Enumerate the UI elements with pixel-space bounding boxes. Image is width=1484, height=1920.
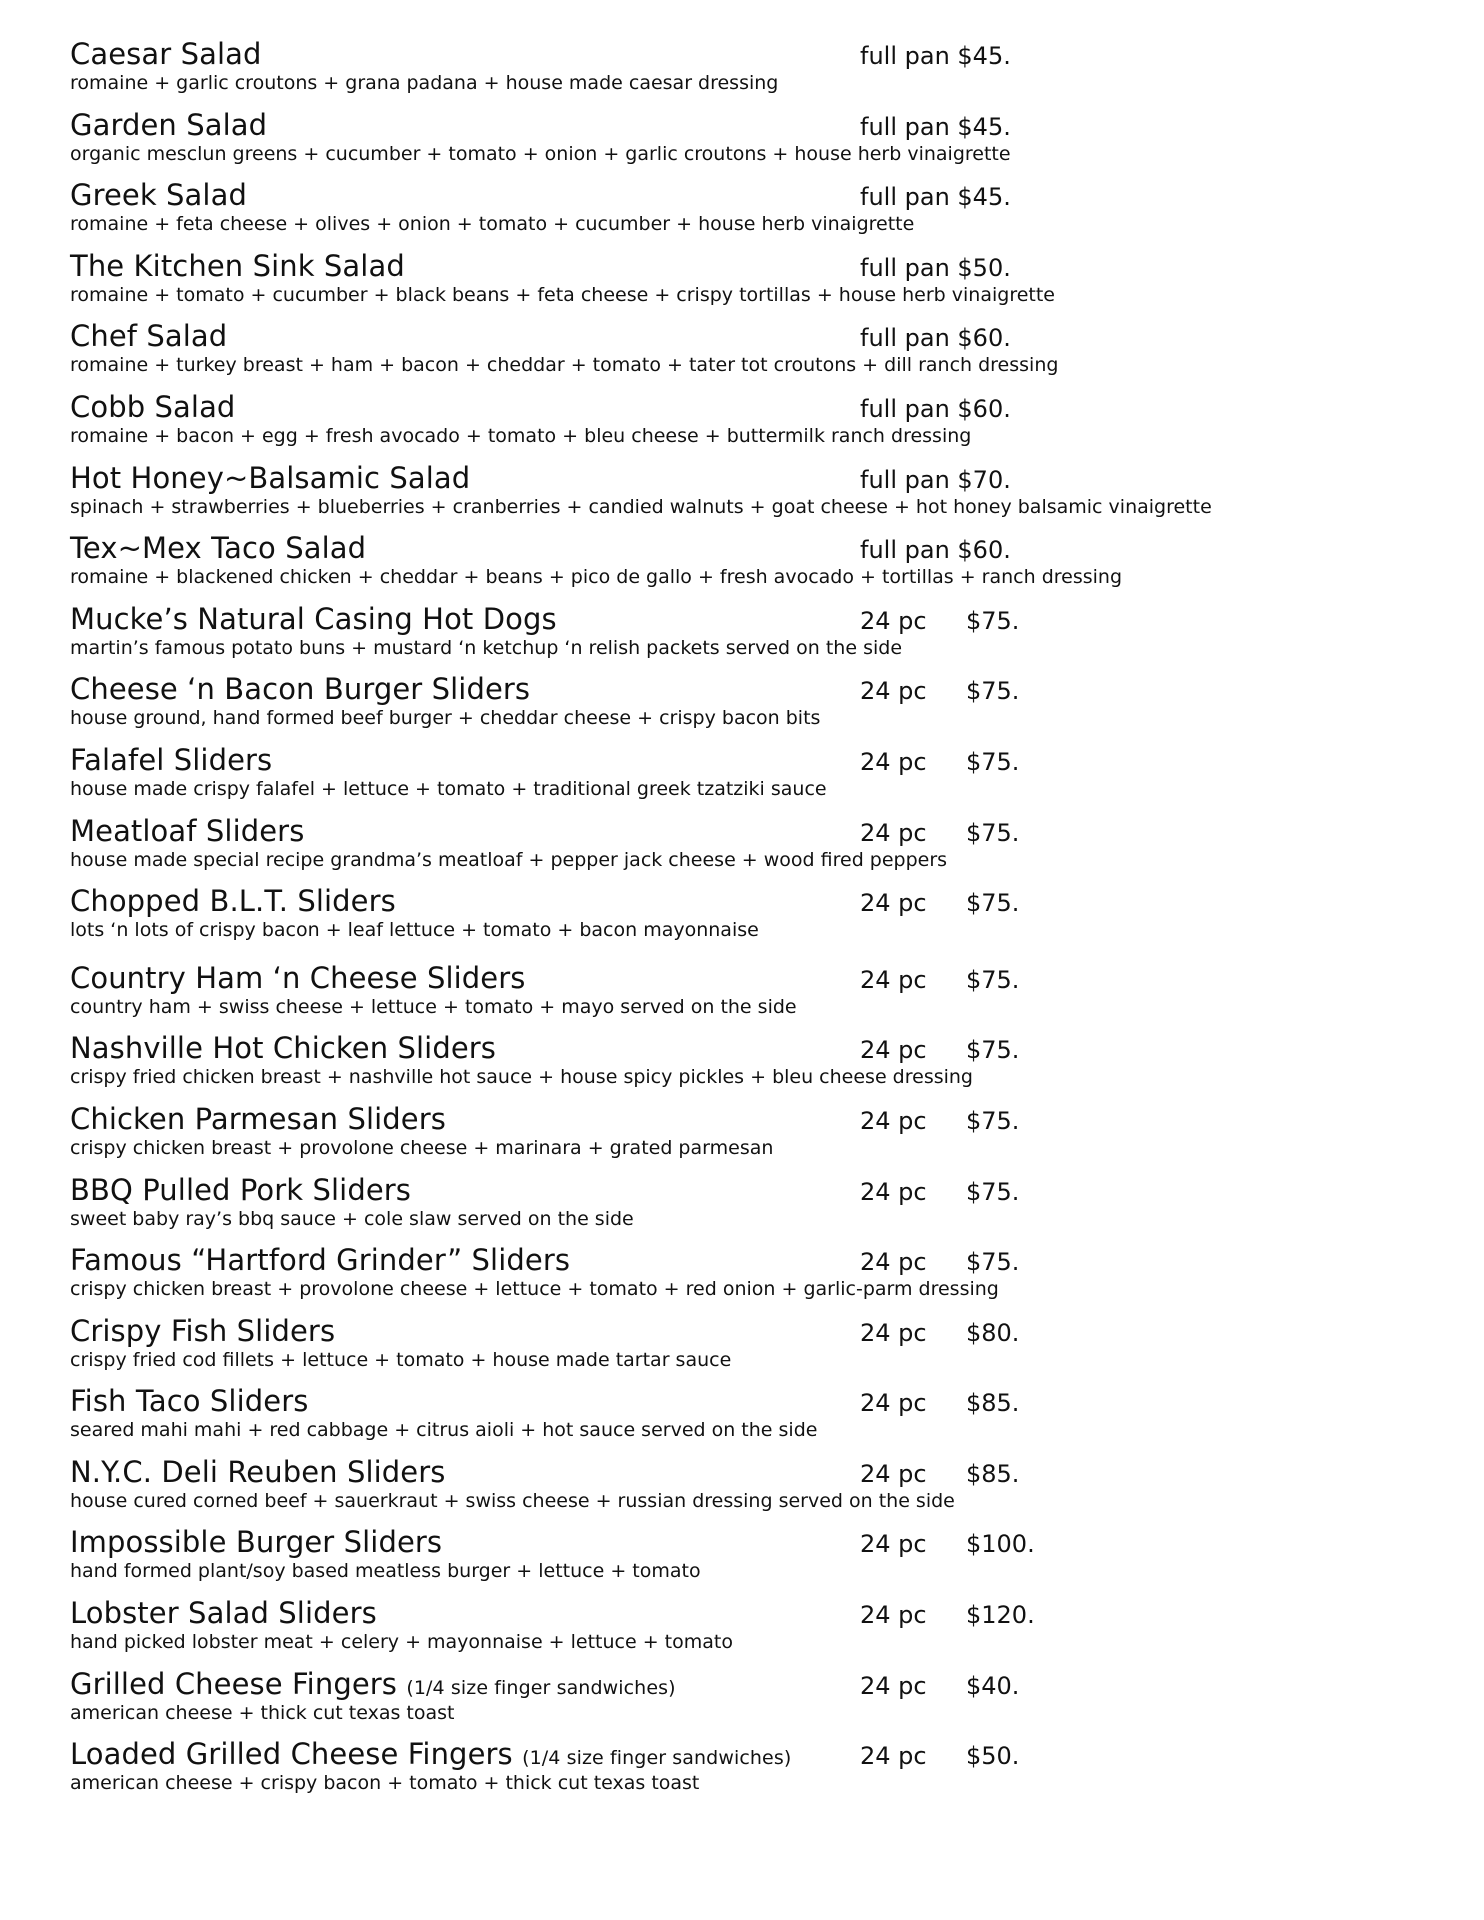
item-name-line (70, 1030, 496, 1066)
item-description: romaine + garlic croutons + grana padana + house made caesar dressing (70, 72, 779, 94)
item-quantity: 24 pc (860, 606, 927, 635)
item-price: $75. (966, 1106, 1020, 1135)
item-name-line (70, 1313, 335, 1349)
item-name-line (70, 318, 227, 354)
item-price: $75. (966, 677, 1020, 706)
item-name: Impossible Burger Sliders (70, 1525, 443, 1560)
menu-item (70, 107, 1470, 178)
item-name-line (70, 177, 247, 213)
menu-item (70, 530, 1470, 601)
menu-item (70, 813, 1470, 884)
item-quantity: 24 pc (860, 965, 927, 994)
item-price: $75. (966, 1177, 1020, 1206)
item-description: house made crispy falafel + lettuce + tomato + traditional greek tzatziki sauce (70, 777, 827, 800)
item-name: Crispy Fish Sliders (70, 1313, 336, 1348)
item-name: Loaded Grilled Cheese Fingers (70, 1737, 513, 1772)
item-name: Fish Taco Sliders (70, 1384, 309, 1419)
menu-item (70, 1454, 1470, 1525)
item-note: (1/4 size finger sandwiches) (406, 1676, 676, 1699)
item-quantity: 24 pc (860, 677, 927, 706)
item-quantity: 24 pc (860, 1671, 927, 1700)
item-quantity: 24 pc (860, 1530, 927, 1559)
item-price: $85. (966, 1389, 1020, 1418)
item-price: $75. (966, 747, 1020, 776)
item-name: Chef Salad (70, 319, 228, 354)
item-name-line (70, 1666, 676, 1706)
item-quantity: 24 pc (860, 1601, 927, 1630)
menu-item (70, 601, 1470, 672)
menu-item (70, 1030, 1470, 1101)
item-description: lots ‘n lots of crispy bacon + leaf lettuce + tomato + bacon mayonnaise (70, 919, 759, 942)
menu-item (70, 1736, 1470, 1807)
item-price: $75. (966, 1036, 1020, 1065)
item-name-line (70, 107, 267, 143)
item-price: full pan $45. (860, 112, 1011, 141)
item-name-line (70, 1172, 411, 1208)
menu-item (70, 1172, 1470, 1243)
item-name-line (70, 248, 405, 284)
item-name: Cobb Salad (70, 389, 236, 424)
item-name: Country Ham ‘n Cheese Sliders (70, 960, 526, 995)
item-name-line (70, 1383, 308, 1419)
item-name-line (70, 601, 557, 637)
item-price: full pan $50. (860, 253, 1011, 282)
item-name: Hot Honey~Balsamic Salad (70, 460, 471, 495)
item-price: full pan $45. (860, 42, 1011, 70)
item-description: crispy chicken breast + provolone cheese + lettuce + tomato + red onion + garlic-parm dressing (70, 1278, 999, 1301)
item-name-line (70, 389, 235, 425)
item-quantity: 24 pc (860, 1248, 927, 1277)
item-description: seared mahi mahi + red cabbage + citrus aioli + hot sauce served on the side (70, 1419, 818, 1442)
item-price: $120. (966, 1601, 1035, 1630)
menu-item (70, 1666, 1470, 1737)
item-quantity: 24 pc (860, 1459, 927, 1488)
menu-item (70, 36, 1470, 107)
item-name: Cheese ‘n Bacon Burger Sliders (70, 672, 531, 707)
item-price: full pan $60. (860, 536, 1011, 565)
item-description: house cured corned beef + sauerkraut + swiss cheese + russian dressing served on the side (70, 1489, 955, 1512)
item-name-line (70, 1736, 791, 1776)
item-name: Mucke’s Natural Casing Hot Dogs (70, 601, 557, 636)
menu-item (70, 671, 1470, 742)
item-name: Meatloaf Sliders (70, 813, 305, 848)
item-price: full pan $60. (860, 394, 1011, 423)
item-description: organic mesclun greens + cucumber + tomato + onion + garlic croutons + house herb vinaigrette (70, 142, 1011, 165)
item-quantity: 24 pc (860, 1742, 927, 1771)
item-description: romaine + blackened chicken + cheddar + beans + pico de gallo + fresh avocado + tortillas + ranch dressing (70, 566, 1123, 589)
item-quantity: 24 pc (860, 747, 927, 776)
item-price: $75. (966, 606, 1020, 635)
item-description: martin’s famous potato buns + mustard ‘n ketchup ‘n relish packets served on the side (70, 636, 903, 659)
item-price: $75. (966, 889, 1020, 918)
item-quantity: 24 pc (860, 1318, 927, 1347)
item-name: Falafel Sliders (70, 742, 273, 777)
item-description: romaine + bacon + egg + fresh avocado + tomato + bleu cheese + buttermilk ranch dressing (70, 424, 972, 447)
item-price: $75. (966, 965, 1020, 994)
item-name-line (70, 883, 396, 919)
item-name: Grilled Cheese Fingers (70, 1666, 398, 1701)
item-description: house ground, hand formed beef burger + cheddar cheese + crispy bacon bits (70, 707, 821, 730)
item-name: Famous “Hartford Grinder” Sliders (70, 1243, 571, 1278)
item-name-line (70, 530, 366, 566)
item-description: american cheese + thick cut texas toast (70, 1701, 455, 1724)
menu-item (70, 389, 1470, 460)
item-price: $75. (966, 1248, 1020, 1277)
menu-item (70, 177, 1470, 248)
item-name: The Kitchen Sink Salad (70, 248, 405, 283)
item-quantity: 24 pc (860, 818, 927, 847)
item-name: Nashville Hot Chicken Sliders (70, 1031, 497, 1066)
item-name: Chopped B.L.T. Sliders (70, 884, 396, 919)
item-description: spinach + strawberries + blueberries + cranberries + candied walnuts + goat cheese + hot honey balsamic vinaigrette (70, 495, 1212, 518)
item-name-line (70, 671, 530, 707)
item-quantity: 24 pc (860, 1177, 927, 1206)
item-name: Greek Salad (70, 178, 247, 213)
item-price: $100. (966, 1530, 1035, 1559)
item-quantity: 24 pc (860, 1389, 927, 1418)
menu-item (70, 742, 1470, 813)
item-price: $85. (966, 1459, 1020, 1488)
item-name-line (70, 742, 272, 778)
item-name: Caesar Salad (70, 37, 262, 71)
menu-item (70, 1101, 1470, 1172)
menu-item (70, 248, 1470, 319)
item-quantity: 24 pc (860, 1106, 927, 1135)
item-description: sweet baby ray’s bbq sauce + cole slaw served on the side (70, 1207, 634, 1230)
item-description: crispy chicken breast + provolone cheese + marinara + grated parmesan (70, 1136, 774, 1159)
menu-item (70, 318, 1470, 389)
menu-item (70, 460, 1470, 531)
item-description: crispy fried chicken breast + nashville hot sauce + house spicy pickles + bleu cheese dressing (70, 1066, 973, 1089)
menu-item (70, 960, 1470, 1031)
item-description: romaine + turkey breast + ham + bacon + cheddar + tomato + tater tot croutons + dill ranch dressing (70, 354, 1059, 377)
menu-item (70, 1383, 1470, 1454)
item-name-line (70, 813, 304, 849)
item-description: country ham + swiss cheese + lettuce + tomato + mayo served on the side (70, 995, 797, 1018)
item-name-line (70, 1524, 442, 1560)
item-description: hand formed plant/soy based meatless burger + lettuce + tomato (70, 1560, 701, 1583)
item-name-line (70, 1595, 377, 1631)
item-price: $50. (966, 1742, 1020, 1771)
item-description: romaine + feta cheese + olives + onion + tomato + cucumber + house herb vinaigrette (70, 213, 915, 236)
item-name: BBQ Pulled Pork Sliders (70, 1172, 412, 1207)
menu-item (70, 1595, 1470, 1666)
item-price: full pan $45. (860, 183, 1011, 212)
item-name-line (70, 960, 525, 996)
item-price: $75. (966, 818, 1020, 847)
menu-item (70, 1313, 1470, 1384)
item-name-line (70, 1454, 445, 1490)
item-description: house made special recipe grandma’s meatloaf + pepper jack cheese + wood fired peppers (70, 848, 948, 871)
item-description: crispy fried cod fillets + lettuce + tomato + house made tartar sauce (70, 1348, 732, 1371)
item-price: $80. (966, 1318, 1020, 1347)
item-name: Chicken Parmesan Sliders (70, 1101, 446, 1136)
item-description: american cheese + crispy bacon + tomato + thick cut texas toast (70, 1772, 700, 1795)
item-price: full pan $60. (860, 324, 1011, 353)
item-name-line (70, 1101, 446, 1137)
item-name-line (70, 460, 470, 496)
item-name: Garden Salad (70, 107, 268, 142)
item-note: (1/4 size finger sandwiches) (522, 1747, 792, 1770)
item-name-line (70, 1242, 570, 1278)
item-price: full pan $70. (860, 465, 1011, 494)
item-name-line (70, 36, 262, 72)
item-price: $40. (966, 1671, 1020, 1700)
menu-item (70, 883, 1470, 954)
item-description: hand picked lobster meat + celery + mayonnaise + lettuce + tomato (70, 1631, 733, 1654)
menu-list (70, 36, 1470, 1807)
item-quantity: 24 pc (860, 1036, 927, 1065)
menu-item (70, 1524, 1470, 1595)
item-quantity: 24 pc (860, 889, 927, 918)
item-name: Tex~Mex Taco Salad (70, 531, 367, 566)
item-name: Lobster Salad Sliders (70, 1596, 377, 1631)
item-description: romaine + tomato + cucumber + black beans + feta cheese + crispy tortillas + house herb vinaigrette (70, 283, 1055, 306)
item-name: N.Y.C. Deli Reuben Sliders (70, 1454, 446, 1489)
menu-item (70, 1242, 1470, 1313)
